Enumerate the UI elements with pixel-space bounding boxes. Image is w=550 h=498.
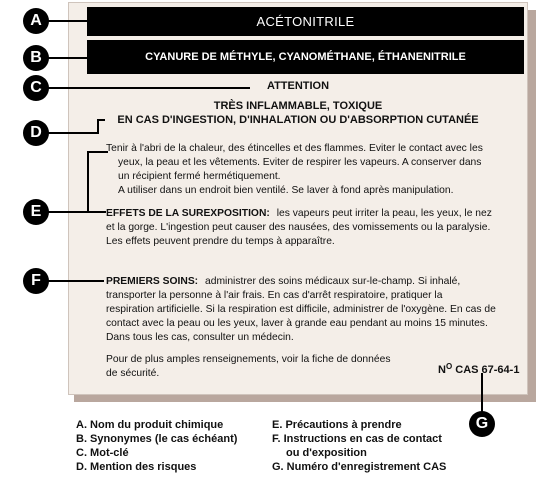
synonyms: CYANURE DE MÉTHYLE, CYANOMÉTHANE, ÉTHANENITRILE (145, 51, 466, 63)
marker-g: G (469, 411, 495, 437)
callout-line-d (48, 120, 105, 133)
first-aid-heading: PREMIERS SOINS: (106, 276, 199, 287)
exposure-line: Les effets peuvent prendre du temps à apparaître. (106, 236, 335, 247)
exposure-line: et la gorge. L'ingestion peut causer des nausées, des vomissements ou la paralysie. (106, 222, 491, 233)
hazard-statement-line2: EN CAS D'INGESTION, D'INHALATION OU D'ABSORPTION CUTANÉE (117, 114, 479, 126)
legend-right (272, 418, 446, 474)
legend-item: C. Mot-clé (76, 447, 129, 459)
more-info-line: de sécurité. (106, 368, 160, 379)
marker-f: F (23, 268, 49, 294)
first-aid-line: contact avec la peau ou les yeux, laver à grande eau pendant au moins 15 minutes. (106, 318, 488, 329)
legend-item: A. Nom du produit chimique (76, 419, 224, 431)
exposure-text: les vapeurs peut irriter la peau, les yeux, le nez (276, 208, 492, 219)
marker-a: A (23, 8, 49, 34)
more-info-line: Pour de plus amples renseignements, voir la fiche de données (106, 354, 391, 365)
legend-item: B. Synonymes (le cas échéant) (76, 433, 238, 445)
precautions-line: A utiliser dans un endroit bien ventilé. Se laver à fond après manipulation. (118, 185, 454, 196)
marker-e: E (23, 199, 49, 225)
marker-b: B (23, 45, 49, 71)
legend-item: ou d'exposition (286, 447, 367, 459)
legend-left (76, 418, 237, 474)
legend-item: D. Mention des risques (76, 461, 197, 473)
marker-c: C (23, 75, 49, 101)
callout-line-e (48, 152, 108, 212)
cas-superscript: O (445, 362, 453, 371)
marker-d: D (23, 120, 49, 146)
signal-word: ATTENTION (266, 80, 330, 92)
precautions-line: Tenir à l'abri de la chaleur, des étincelles et des flammes. Eviter le contact avec les (106, 143, 483, 154)
precautions-line: yeux, la peau et les vêtements. Eviter de respirer les vapeurs. A conserver dans (118, 157, 482, 168)
precautions-line: un récipient fermé hermétiquement. (118, 171, 281, 182)
legend-item: F. Instructions en cas de contact (272, 433, 442, 445)
cas-text: CAS 67-64-1 (455, 364, 520, 376)
product-name: ACÉTONITRILE (256, 14, 355, 29)
cas-prefix: N (438, 364, 446, 376)
first-aid-line: respiration artificielle. Si la respiration est difficile, administrer de l'oxygène. En cas de (106, 304, 496, 315)
legend-item: E. Précautions à prendre (272, 419, 402, 431)
first-aid-line: transporter la personne à l'air frais. En cas d'arrêt respiratoire, pratiquer la (106, 290, 443, 301)
exposure-heading: EFFETS DE LA SUREXPOSITION: (106, 208, 270, 219)
legend-item: G. Numéro d'enregistrement CAS (272, 461, 447, 473)
hazard-statement-line1: TRÈS INFLAMMABLE, TOXIQUE (213, 100, 383, 112)
first-aid-line: Dans tous les cas, consulter un médecin. (106, 332, 294, 343)
first-aid-text: administrer des soins médicaux sur-le-champ. Si inhalé, (205, 276, 461, 287)
